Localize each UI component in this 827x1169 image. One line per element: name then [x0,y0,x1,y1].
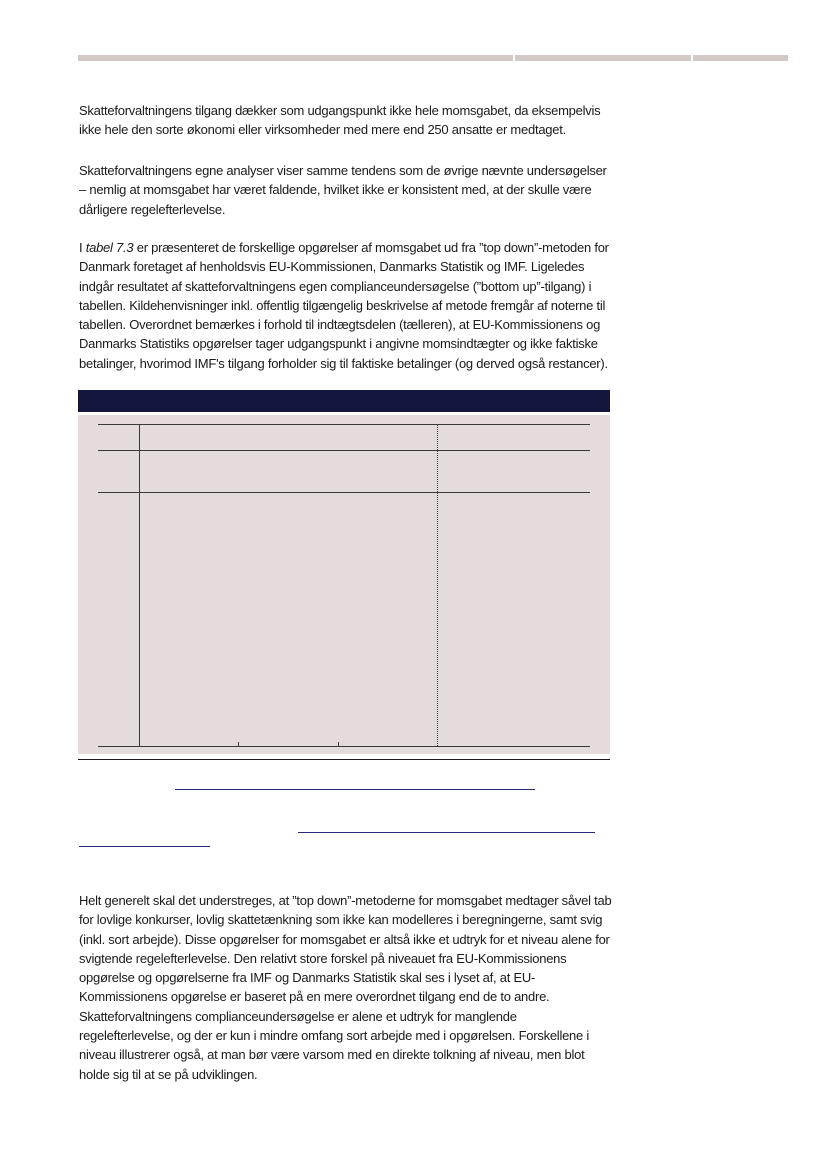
source-link-underline[interactable] [79,846,210,847]
table-column-divider [139,424,140,746]
table-intro-prefix: I [79,240,86,255]
table-title-bar [78,390,610,412]
header-rule-divider [513,55,515,61]
table-reference: tabel 7.3 [85,240,134,255]
table-body [78,415,610,754]
table-bottom-rule [78,759,610,760]
table-intro-text: er præsenteret de forskellige opgørelser af momsgabet ud fra ”top down”-metoden for Danmark foretaget af henholdsvis EU-Kommissionen, Danmarks Statistik og IMF. Ligeledes indgår resultatet af skatteforvaltningens egen complianceundersøgelse (”bottom up”-tilgang) i tabellen. Kildehenvisninger inkl. offentlig tilgængelig beskrivelse af metode fremgår af noterne til tabellen. Overordnet bemærkes i forhold til indtægtsdelen (tælleren), at EU-Kommissionens og Danmarks Statistiks opgørelser tager udgangspunkt i angivne momsindtægter og ikke faktiske betalinger, hvorimod IMF's tilgang forholder sig til faktiske betalinger (og derved også restancer). [79,240,609,371]
table-rule-top [98,424,590,425]
header-rule-divider [691,55,693,61]
paragraph-table-intro [79,238,613,373]
table-column-tick [238,742,239,746]
header-rule [78,55,788,61]
table-rule-header [98,492,590,493]
table-rule-subheader [98,450,590,451]
paragraph-own-analyses: Skatteforvaltningens egne analyser viser samme tendens som de øvrige nævnte undersøgelser – nemlig at momsgabet har været faldende, hvilket ikke er konsistent med, at der skulle være dårligere regelefterlevelse. [79,163,607,217]
table-rule-bottom [98,746,590,747]
table-column-tick [338,742,339,746]
paragraph-coverage: Skatteforvaltningens tilgang dækker som udgangspunkt ikke hele momsgabet, da eksempelvis ikke hele den sorte økonomi eller virksomheder med mere end 250 ansatte er medtaget. [79,103,601,138]
source-link-underline[interactable] [175,789,535,790]
source-link-underline[interactable] [298,832,595,833]
paragraph-general-remarks: Helt generelt skal det understreges, at ”top down”-metoderne for momsgabet medtager såvel tab for lovlige konkurser, lovlig skattetænkning som ikke kan modelleres i beregningerne, samt svig (inkl. sort arbejde). Disse opgørelser for momsgabet er altså ikke et udtryk for et niveau alene for svigtende regelefterlevelse. Den relativt store forskel på niveauet fra EU-Kommissionens opgørelse og opgørelserne fra IMF og Danmarks Statistik skal ses i lyset af, at EU-Kommissionens opgørelse er baseret på en mere overordnet tilgang end de to andre. Skatteforvaltningens complianceundersøgelse er alene et udtryk for manglende regelefterlevelse, og der er kun i mindre omfang sort arbejde med i opgørelsen. Forskellene i niveau illustrerer også, at man bør være varsom med en direkte tolkning af niveau, men blot holde sig til at se på udviklingen. [79,893,612,1082]
table-7-3 [78,390,610,754]
table-column-divider [437,424,438,746]
